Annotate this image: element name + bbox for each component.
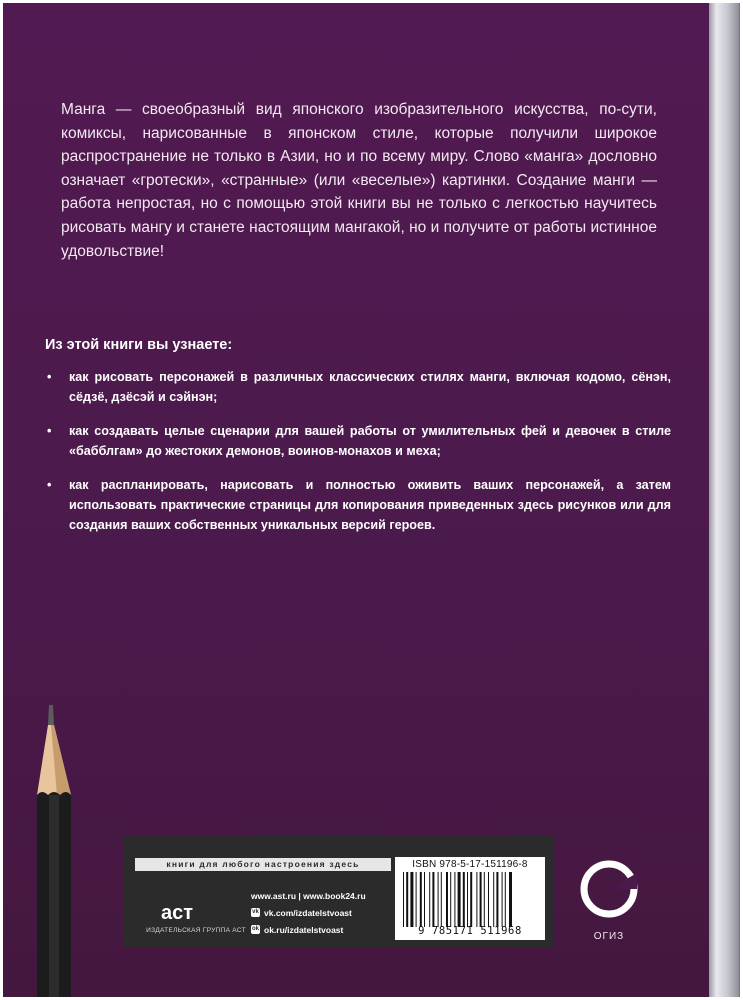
websites-text[interactable]: www.ast.ru | www.book24.ru: [251, 890, 366, 901]
barcode-bar: [424, 872, 425, 927]
bullet-text: как создавать целые сценарии для вашей работы от умилительных фей и девочек в стиле «бабблгам» до жестоких демонов, воинов-монахов и меха;: [69, 424, 671, 458]
publisher-name: ИЗДАТЕЛЬСКАЯ ГРУППА АСТ: [146, 927, 246, 934]
ast-logo: [161, 879, 217, 923]
bullet-dot: •: [47, 424, 52, 438]
barcode-bar: [496, 872, 498, 927]
barcode-bar: [441, 872, 442, 927]
barcode-digits: 9 785171 511968: [418, 925, 522, 937]
vk-icon: vk: [252, 909, 259, 915]
vk-link[interactable]: [251, 904, 366, 921]
barcode-bar: [410, 872, 413, 927]
websites[interactable]: [251, 887, 366, 904]
barcode-bar: [470, 872, 472, 927]
ogiz-logo: [579, 859, 639, 919]
barcode-bar: [432, 872, 434, 927]
barcode-bar: [488, 872, 489, 927]
ogiz-label: ОГИЗ: [593, 931, 625, 942]
barcode-bar: [484, 872, 485, 927]
bullet-dot: •: [47, 478, 52, 492]
barcode-bar: [476, 872, 477, 927]
bullet-dot: •: [47, 370, 52, 384]
barcode-bar: [458, 872, 461, 927]
barcode-bar: [403, 872, 404, 927]
barcode-bar: [463, 872, 465, 927]
barcode-bar: [502, 872, 503, 927]
barcode-bar: [429, 872, 430, 927]
tagline: книги для любого настроения здесь: [135, 858, 391, 871]
barcode-bar: [446, 872, 448, 927]
ok-text[interactable]: ok.ru/izdatelstvoast: [264, 924, 344, 935]
barcode-bar: [493, 872, 494, 927]
contact-links: [251, 887, 366, 938]
bullet-item: [45, 367, 671, 407]
book-spine: [709, 3, 740, 997]
bullet-item: [45, 421, 671, 461]
ok-icon: ok: [251, 926, 259, 932]
barcode-bar: [505, 872, 506, 927]
vk-text[interactable]: vk.com/izdatelstvoast: [264, 907, 352, 918]
barcode-bar: [416, 872, 417, 927]
barcode-bar: [467, 872, 468, 927]
bullet-text: как распланировать, нарисовать и полностью оживить ваших персонажей, а затем использовать практические страницы для копирования приведенных здесь рисунков или для создания ваших собственных уникальных версий героев.: [69, 478, 671, 532]
bullet-text: как рисовать персонажей в различных классических стилях манги, включая кодомо, сёнэн, сёдзё, дзёсэй и сэйнэн;: [69, 370, 671, 404]
barcode-bar: [450, 872, 451, 927]
bullet-list: [45, 367, 671, 549]
logo-text: аст: [161, 902, 194, 923]
barcode: [401, 872, 539, 927]
barcode-bar: [420, 872, 422, 927]
barcode-bar: [509, 872, 512, 927]
pencil-illustration: [31, 703, 77, 997]
barcode-bar: [480, 872, 482, 927]
isbn: ISBN 978-5-17-151196-8: [412, 859, 528, 870]
intro-paragraph: Манга — своеобразный вид японского изобразительного искусства, по-сути, комиксы, нарисованные в японском стиле, которые получили широкое распространение не только в Азии, но и по всему миру. Слово «манга» дословно означает «гротески», «странные» (или «веселые») картинки. Создание манги — работа непростая, но с помощью этой книги вы не только с легкостью научитесь рисовать мангу и станете настоящим мангакой, но и получите от работы истинное удовольствие!: [61, 101, 657, 260]
barcode-bar: [454, 872, 455, 927]
bullet-item: [45, 475, 671, 535]
learn-heading: Из этой книги вы узнаете:: [45, 337, 233, 353]
back-cover: [3, 3, 709, 997]
isbn-box: [395, 857, 545, 940]
ok-link[interactable]: [251, 921, 366, 938]
barcode-bar: [438, 872, 439, 927]
barcode-bar: [406, 872, 408, 927]
publisher-panel: [123, 836, 553, 948]
